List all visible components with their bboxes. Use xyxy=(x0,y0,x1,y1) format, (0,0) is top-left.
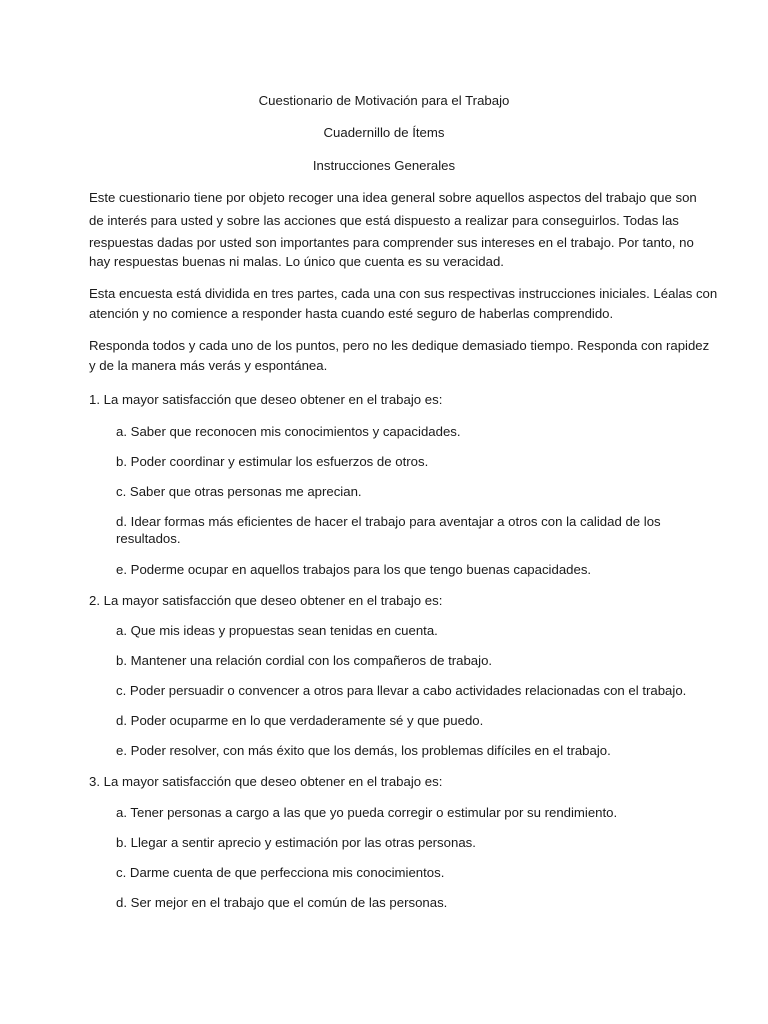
intro-paragraph-1-line-1: Este cuestionario tiene por objeto recoger una idea general sobre aquellos aspectos del trabajo que son xyxy=(89,190,697,205)
intro-paragraph-1-line-3: respuestas dadas por usted son importantes para comprender sus intereses en el trabajo. Por tanto, no xyxy=(89,235,694,250)
question-3-option-c: c. Darme cuenta de que perfecciona mis conocimientos. xyxy=(116,865,445,880)
question-3-option-b: b. Llegar a sentir aprecio y estimación por las otras personas. xyxy=(116,835,476,850)
question-1-option-d: d. Idear formas más eficientes de hacer el trabajo para aventajar a otros con la calidad de los xyxy=(116,514,661,529)
question-3-option-a: a. Tener personas a cargo a las que yo pueda corregir o estimular por su rendimiento. xyxy=(116,805,618,820)
intro-paragraph-2-line-2: atención y no comience a responder hasta cuando esté seguro de haberlas comprendido. xyxy=(89,306,614,321)
intro-paragraph-3-line-2: y de la manera más verás y espontánea. xyxy=(89,358,328,373)
question-2-option-a: a. Que mis ideas y propuestas sean tenidas en cuenta. xyxy=(116,623,438,638)
question-1-option-c: c. Saber que otras personas me aprecian. xyxy=(116,484,362,499)
intro-paragraph-1-line-2: de interés para usted y sobre las acciones que está dispuesto a realizar para conseguirlos. Todas las xyxy=(89,213,679,228)
document-subtitle: Cuadernillo de Ítems xyxy=(323,125,445,140)
section-heading: Instrucciones Generales xyxy=(312,158,456,173)
question-1-option-a: a. Saber que reconocen mis conocimientos y capacidades. xyxy=(116,424,461,439)
question-3: 3. La mayor satisfacción que deseo obtener en el trabajo es: xyxy=(89,774,443,789)
question-2-option-d: d. Poder ocuparme en lo que verdaderamente sé y que puedo. xyxy=(116,713,484,728)
intro-paragraph-2-line-1: Esta encuesta está dividida en tres partes, cada una con sus respectivas instrucciones iniciales. Léalas con xyxy=(89,286,718,301)
intro-paragraph-1-line-4: hay respuestas buenas ni malas. Lo único que cuenta es su veracidad. xyxy=(89,254,504,269)
question-1: 1. La mayor satisfacción que deseo obtener en el trabajo es: xyxy=(89,392,443,407)
document-title: Cuestionario de Motivación para el Trabajo xyxy=(258,93,510,108)
question-1-option-e: e. Poderme ocupar en aquellos trabajos para los que tengo buenas capacidades. xyxy=(116,562,592,577)
question-2-option-c: c. Poder persuadir o convencer a otros para llevar a cabo actividades relacionadas con el trabajo. xyxy=(116,683,687,698)
question-3-option-d: d. Ser mejor en el trabajo que el común de las personas. xyxy=(116,895,448,910)
question-1-option-b: b. Poder coordinar y estimular los esfuerzos de otros. xyxy=(116,454,429,469)
intro-paragraph-3-line-1: Responda todos y cada uno de los puntos, pero no les dedique demasiado tiempo. Responda con rapidez xyxy=(89,338,710,353)
question-2-option-b: b. Mantener una relación cordial con los compañeros de trabajo. xyxy=(116,653,493,668)
question-2: 2. La mayor satisfacción que deseo obtener en el trabajo es: xyxy=(89,593,443,608)
question-2-option-e: e. Poder resolver, con más éxito que los demás, los problemas difíciles en el trabajo. xyxy=(116,743,611,758)
question-1-option-d-continued: resultados. xyxy=(116,531,181,546)
